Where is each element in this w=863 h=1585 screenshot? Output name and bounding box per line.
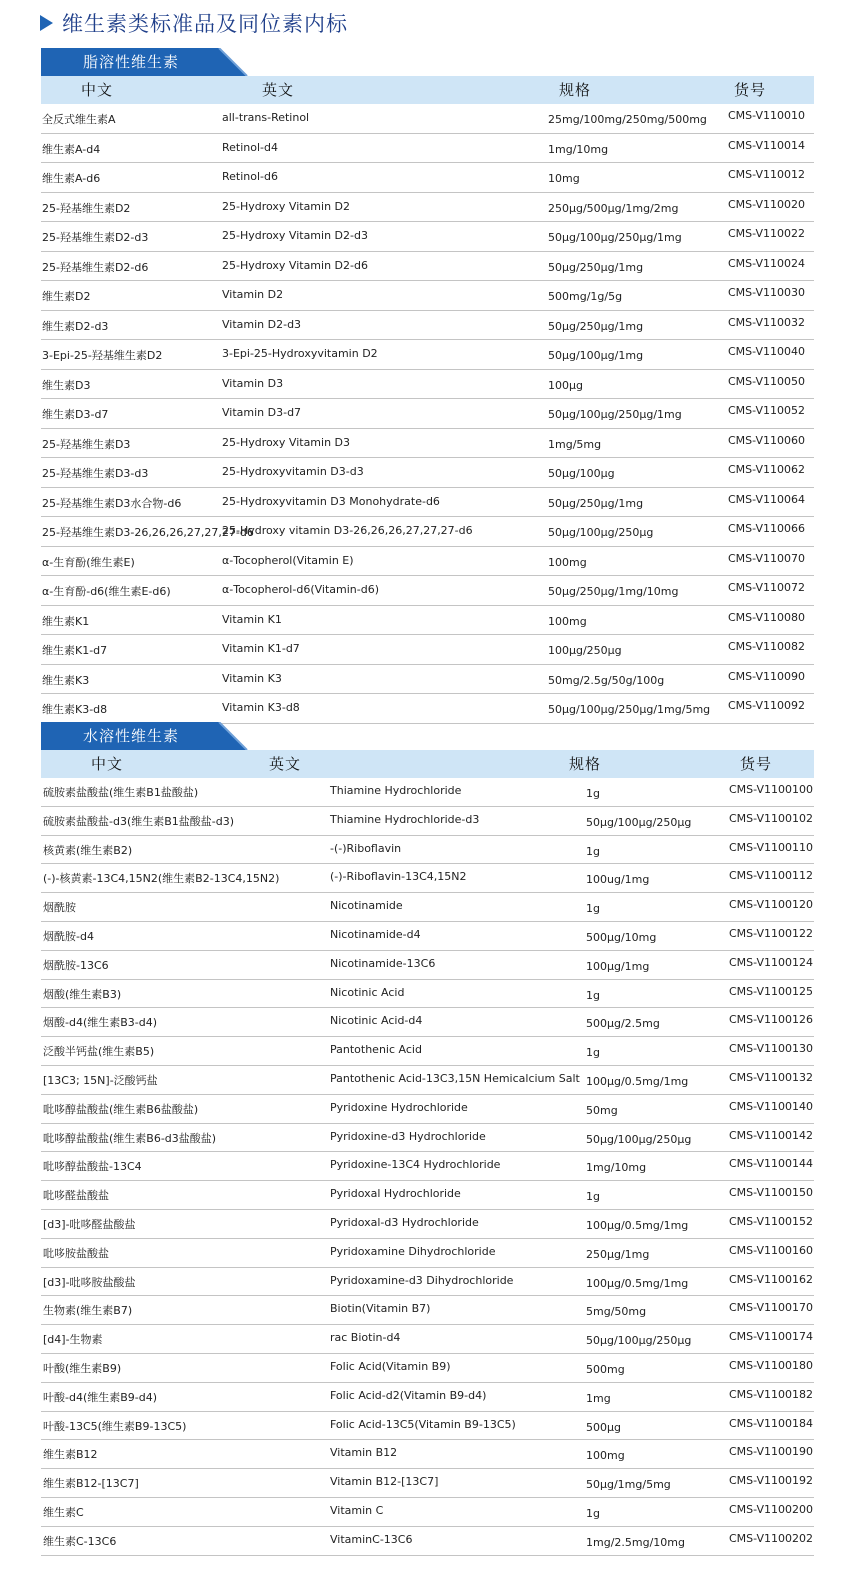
cell-cn: 25-羟基维生素D3-d3	[42, 467, 149, 480]
cell-en: 25-Hydroxy vitamin D3-26,26,26,27,27,27-d6	[222, 524, 473, 537]
cell-cn: 维生素D2-d3	[42, 319, 109, 333]
cell-en: α-Tocopherol-d6(Vitamin-d6)	[222, 583, 379, 596]
cell-cn: 叶酸-13C5(维生素B9-13C5)	[43, 1419, 187, 1433]
table-row	[41, 163, 814, 193]
table-row	[41, 778, 814, 807]
cell-cn: 3-Epi-25-羟基维生素D2	[42, 349, 163, 362]
cell-code: CMS-V110072	[728, 581, 805, 594]
cell-en: Pyridoxal Hydrochloride	[330, 1187, 461, 1201]
cell-cn: 25-羟基维生素D2-d3	[42, 231, 149, 244]
cell-spec: 100μg/1mg	[586, 959, 650, 973]
cell-cn: 吡哆醇盐酸盐-13C4	[43, 1160, 142, 1174]
section-tab	[41, 48, 814, 76]
table-row	[41, 134, 814, 164]
cell-en: Nicotinamide-d4	[330, 927, 421, 941]
cell-cn: 25-羟基维生素D3-26,26,26,27,27,27-d6	[42, 526, 254, 539]
cell-cn: 维生素B12-[13C7]	[43, 1477, 139, 1491]
cell-spec: 1mg/5mg	[548, 437, 602, 451]
cell-cn: 维生素K1-d7	[42, 644, 108, 657]
cell-code: CMS-V110050	[728, 374, 805, 388]
cell-code: CMS-V110090	[728, 669, 805, 683]
cell-code: CMS-V1100182	[729, 1387, 813, 1401]
cell-spec: 1g	[586, 902, 600, 916]
cell-code: CMS-V1100112	[729, 869, 813, 883]
cell-code: CMS-V1100100	[729, 783, 813, 796]
cell-cn: 核黄素(维生素B2)	[43, 843, 133, 857]
cell-code: CMS-V1100140	[729, 1099, 813, 1113]
cell-spec: 50μg/250μg/1mg/10mg	[548, 585, 679, 598]
cell-en: Pyridoxamine Dihydrochloride	[330, 1244, 496, 1258]
cell-cn: α-生育酚(维生素E)	[42, 555, 135, 569]
table-row	[41, 836, 814, 865]
section-tab	[41, 722, 814, 750]
table-row	[41, 1095, 814, 1124]
header-code: 货号	[740, 755, 773, 773]
cell-spec: 500mg/1g/5g	[548, 290, 623, 303]
cell-spec: 10mg	[548, 172, 580, 185]
cell-en: Vitamin D2-d3	[222, 317, 302, 331]
cell-en: Nicotinamide-13C6	[330, 956, 436, 970]
section-fat-soluble	[41, 48, 814, 724]
table-row	[41, 1412, 814, 1441]
cell-en: Vitamin K1-d7	[222, 642, 300, 655]
cell-spec: 5mg/50mg	[586, 1305, 647, 1319]
cell-code: CMS-V1100184	[729, 1416, 813, 1430]
cell-en: Pantothenic Acid-13C3,15N Hemicalcium Salt	[330, 1071, 580, 1085]
table-row	[41, 311, 814, 341]
table-row	[41, 1037, 814, 1066]
header-spec: 规格	[569, 755, 602, 773]
cell-en: 25-Hydroxyvitamin D3 Monohydrate-d6	[222, 494, 440, 508]
cell-en: 25-Hydroxy Vitamin D3	[222, 435, 351, 449]
cell-spec: 50μg/100μg/250μg/1mg	[548, 408, 682, 421]
cell-code: CMS-V110070	[728, 551, 805, 565]
triangle-bullet-icon	[40, 15, 53, 31]
cell-cn: 叶酸(维生素B9)	[43, 1361, 122, 1375]
cell-spec: 50μg/100μg	[548, 467, 615, 480]
table-row	[41, 576, 814, 606]
cell-cn: 烟酸-d4(维生素B3-d4)	[43, 1016, 158, 1030]
table-row	[41, 458, 814, 488]
cell-spec: 50μg/100μg/1mg	[548, 349, 644, 362]
cell-spec: 1g	[586, 1190, 600, 1204]
cell-code: CMS-V1100144	[729, 1157, 813, 1171]
cell-code: CMS-V1100202	[729, 1531, 813, 1545]
cell-en: 3-Epi-25-Hydroxyvitamin D2	[222, 347, 378, 360]
cell-spec: 100μg/250μg	[548, 644, 622, 657]
cell-cn: [d3]-吡哆胺盐酸盐	[43, 1275, 136, 1289]
table-row	[41, 1440, 814, 1469]
table-header	[41, 76, 814, 104]
cell-code: CMS-V1100120	[729, 898, 813, 912]
cell-en: Vitamin D2	[222, 288, 284, 301]
cell-spec: 500μg/2.5mg	[586, 1017, 660, 1031]
table-row	[41, 1469, 814, 1498]
cell-spec: 100μg/0.5mg/1mg	[586, 1218, 689, 1232]
cell-en: Vitamin B12-[13C7]	[330, 1475, 439, 1489]
cell-spec: 250μg/1mg	[586, 1247, 650, 1261]
cell-spec: 25mg/100mg/250mg/500mg	[548, 113, 707, 126]
cell-cn: 生物素(维生素B7)	[43, 1304, 133, 1318]
cell-code: CMS-V110066	[728, 522, 805, 535]
cell-code: CMS-V110022	[728, 227, 805, 240]
cell-code: CMS-V1100130	[729, 1042, 813, 1056]
cell-code: CMS-V1100150	[729, 1186, 813, 1200]
table-row	[41, 399, 814, 429]
page-title-text: 维生素类标准品及同位素内标	[62, 12, 348, 36]
cell-code: CMS-V110040	[728, 345, 805, 358]
cell-code: CMS-V1100190	[729, 1445, 813, 1459]
table-row	[41, 1325, 814, 1354]
table-body	[41, 104, 814, 724]
cell-en: Vitamin K3-d8	[222, 701, 300, 714]
table-row	[41, 252, 814, 282]
table-row	[41, 893, 814, 922]
cell-code: CMS-V1100174	[729, 1330, 813, 1344]
cell-code: CMS-V110014	[728, 138, 805, 152]
cell-en: Nicotinamide	[330, 899, 403, 913]
cell-spec: 50μg/250μg/1mg	[548, 496, 644, 510]
cell-spec: 100mg	[586, 1449, 625, 1463]
cell-en: Folic Acid(Vitamin B9)	[330, 1359, 451, 1373]
cell-code: CMS-V1100200	[729, 1502, 813, 1516]
cell-code: CMS-V1100142	[729, 1128, 813, 1142]
cell-code: CMS-V110082	[728, 640, 805, 653]
cell-code: CMS-V1100110	[729, 840, 813, 854]
cell-cn: (-)-核黄素-13C4,15N2(维生素B2-13C4,15N2)	[43, 872, 280, 886]
table-row	[41, 1498, 814, 1527]
cell-en: rac Biotin-d4	[330, 1331, 401, 1345]
cell-code: CMS-V1100125	[729, 984, 813, 998]
cell-code: CMS-V1100152	[729, 1214, 813, 1228]
cell-code: CMS-V1100160	[729, 1243, 813, 1257]
cell-cn: [13C3; 15N]-泛酸钙盐	[43, 1073, 158, 1087]
page-title	[40, 6, 348, 40]
table-row	[41, 1239, 814, 1268]
cell-spec: 1mg/10mg	[586, 1161, 647, 1175]
cell-spec: 1g	[586, 844, 600, 858]
header-cn: 中文	[81, 81, 114, 99]
cell-cn: 全反式维生素A	[42, 113, 116, 126]
cell-code: CMS-V1100102	[729, 811, 813, 825]
cell-spec: 100ug/1mg	[586, 873, 650, 887]
cell-cn: 硫胺素盐酸盐-d3(维生素B1盐酸盐-d3)	[43, 814, 235, 828]
cell-spec: 50μg/100μg/250μg	[586, 815, 692, 829]
cell-en: all-trans-Retinol	[222, 111, 310, 124]
table-row	[41, 922, 814, 951]
cell-cn: 25-羟基维生素D3水合物-d6	[42, 496, 182, 510]
cell-spec: 1g	[586, 988, 600, 1002]
cell-en: Pyridoxine-13C4 Hydrochloride	[330, 1158, 501, 1172]
cell-spec: 50mg/2.5g/50g/100g	[548, 673, 665, 687]
cell-spec: 1mg/2.5mg/10mg	[586, 1535, 685, 1549]
cell-cn: 维生素C	[43, 1505, 84, 1519]
cell-code: CMS-V110062	[728, 463, 805, 476]
cell-spec: 250μg/500μg/1mg/2mg	[548, 201, 679, 215]
cell-spec: 500μg	[586, 1420, 621, 1434]
table-row	[41, 1066, 814, 1095]
cell-en: Pyridoxine Hydrochloride	[330, 1100, 468, 1114]
cell-en: Pantothenic Acid	[330, 1043, 422, 1057]
table-row	[41, 1268, 814, 1297]
table-row	[41, 1152, 814, 1181]
cell-code: CMS-V110080	[728, 610, 805, 624]
table-row	[41, 694, 814, 724]
table-row	[41, 104, 814, 134]
table-row	[41, 1527, 814, 1556]
cell-en: 25-Hydroxy Vitamin D2-d6	[222, 258, 368, 272]
cell-code: CMS-V1100180	[729, 1358, 813, 1372]
cell-spec: 1g	[586, 1506, 600, 1520]
cell-en: Biotin(Vitamin B7)	[330, 1302, 431, 1316]
cell-spec: 100mg	[548, 555, 587, 569]
cell-cn: 维生素B12	[43, 1448, 98, 1462]
table-row	[41, 1383, 814, 1412]
cell-en: Retinol-d4	[222, 140, 278, 154]
cell-spec: 100μg/0.5mg/1mg	[586, 1074, 689, 1088]
header-en: 英文	[269, 755, 302, 773]
cell-en: (-)-Riboflavin-13C4,15N2	[330, 870, 467, 884]
cell-spec: 1mg	[586, 1391, 611, 1405]
cell-en: Vitamin B12	[330, 1446, 398, 1460]
cell-spec: 50μg/100μg/250μg	[586, 1334, 692, 1348]
cell-cn: 维生素C-13C6	[43, 1534, 117, 1548]
cell-spec: 100μg/0.5mg/1mg	[586, 1276, 689, 1290]
cell-spec: 1mg/10mg	[548, 142, 609, 156]
table-row	[41, 980, 814, 1009]
table-row	[41, 340, 814, 370]
header-code: 货号	[734, 81, 767, 99]
cell-en: Pyridoxamine-d3 Dihydrochloride	[330, 1273, 514, 1287]
cell-en: Folic Acid-d2(Vitamin B9-d4)	[330, 1388, 487, 1402]
table-row	[41, 222, 814, 252]
cell-cn: 维生素K3-d8	[42, 703, 108, 716]
cell-spec: 50μg/100μg/250μg/1mg	[548, 231, 682, 244]
cell-spec: 50μg/100μg/250μg/1mg/5mg	[548, 703, 711, 716]
table-row	[41, 951, 814, 980]
table-row	[41, 370, 814, 400]
cell-en: Vitamin K1	[222, 612, 282, 626]
cell-code: CMS-V110012	[728, 168, 805, 181]
cell-cn: 吡哆胺盐酸盐	[43, 1246, 109, 1260]
cell-spec: 50μg/250μg/1mg	[548, 260, 644, 274]
cell-code: CMS-V110020	[728, 197, 805, 211]
cell-en: -(-)Riboflavin	[330, 841, 402, 855]
cell-cn: 吡哆醛盐酸盐	[43, 1189, 109, 1203]
table-row	[41, 807, 814, 836]
cell-cn: 烟酰胺-d4	[43, 929, 94, 943]
table-row	[41, 193, 814, 223]
cell-code: CMS-V110064	[728, 492, 805, 506]
cell-cn: 维生素D2	[42, 290, 91, 303]
cell-code: CMS-V110032	[728, 315, 805, 329]
cell-code: CMS-V110030	[728, 286, 805, 299]
cell-code: CMS-V1100126	[729, 1013, 813, 1027]
cell-cn: 维生素K1	[42, 614, 90, 628]
cell-spec: 1g	[586, 1046, 600, 1060]
cell-en: Vitamin C	[330, 1503, 384, 1517]
cell-en: Vitamin D3-d7	[222, 406, 302, 419]
cell-cn: 25-羟基维生素D3	[42, 437, 131, 451]
cell-en: 25-Hydroxyvitamin D3-d3	[222, 465, 364, 478]
section-water-soluble	[41, 722, 814, 1556]
cell-code: CMS-V1100124	[729, 955, 813, 969]
cell-spec: 100mg	[548, 614, 587, 628]
table-row	[41, 547, 814, 577]
cell-code: CMS-V1100192	[729, 1474, 813, 1488]
cell-cn: 维生素K3	[42, 673, 90, 687]
table-row	[41, 429, 814, 459]
cell-en: 25-Hydroxy Vitamin D2-d3	[222, 229, 368, 242]
header-en: 英文	[262, 81, 295, 99]
table-row	[41, 517, 814, 547]
cell-en: Nicotinic Acid-d4	[330, 1014, 423, 1028]
table-body	[41, 778, 814, 1556]
cell-code: CMS-V1100162	[729, 1272, 813, 1286]
table-row	[41, 864, 814, 893]
cell-cn: [d4]-生物素	[43, 1333, 103, 1347]
table-row	[41, 488, 814, 518]
table-row	[41, 635, 814, 665]
cell-spec: 500mg	[586, 1362, 625, 1376]
cell-spec: 1g	[586, 787, 600, 800]
table-row	[41, 1181, 814, 1210]
cell-en: VitaminC-13C6	[330, 1532, 413, 1546]
cell-en: Vitamin K3	[222, 671, 282, 685]
cell-code: CMS-V110024	[728, 256, 805, 270]
cell-spec: 50mg	[586, 1103, 618, 1117]
cell-en: Nicotinic Acid	[330, 985, 405, 999]
cell-cn: 维生素D3	[42, 378, 91, 392]
cell-en: Thiamine Hydrochloride-d3	[330, 812, 480, 826]
cell-code: CMS-V1100122	[729, 926, 813, 940]
cell-cn: [d3]-吡哆醛盐酸盐	[43, 1217, 136, 1231]
table-header	[41, 750, 814, 778]
cell-cn: 吡哆醇盐酸盐(维生素B6盐酸盐)	[43, 1102, 199, 1116]
cell-en: Pyridoxal-d3 Hydrochloride	[330, 1215, 479, 1229]
table-row	[41, 1008, 814, 1037]
cell-cn: 硫胺素盐酸盐(维生素B1盐酸盐)	[43, 786, 199, 799]
cell-en: Vitamin D3	[222, 376, 284, 390]
cell-cn: 烟酰胺-13C6	[43, 958, 109, 972]
cell-en: Thiamine Hydrochloride	[330, 784, 462, 797]
cell-cn: 维生素A-d4	[42, 142, 101, 156]
cell-cn: 叶酸-d4(维生素B9-d4)	[43, 1390, 158, 1404]
table-row	[41, 281, 814, 311]
cell-spec: 100μg	[548, 378, 583, 392]
table-row	[41, 1210, 814, 1239]
cell-cn: 泛酸半钙盐(维生素B5)	[43, 1045, 155, 1059]
cell-cn: 维生素D3-d7	[42, 408, 109, 421]
cell-spec: 500μg/10mg	[586, 930, 657, 944]
cell-cn: 25-羟基维生素D2	[42, 201, 131, 215]
cell-spec: 50μg/100μg/250μg	[586, 1132, 692, 1146]
cell-en: α-Tocopherol(Vitamin E)	[222, 553, 354, 567]
table-row	[41, 1124, 814, 1153]
header-cn: 中文	[91, 755, 124, 773]
cell-cn: 烟酰胺	[43, 901, 76, 915]
cell-spec: 50μg/1mg/5mg	[586, 1478, 671, 1492]
cell-cn: 维生素A-d6	[42, 172, 101, 185]
cell-code: CMS-V110060	[728, 433, 805, 447]
cell-code: CMS-V110010	[728, 109, 805, 122]
cell-cn: 烟酸(维生素B3)	[43, 987, 122, 1001]
table-row	[41, 665, 814, 695]
cell-spec: 50μg/250μg/1mg	[548, 319, 644, 333]
header-spec: 规格	[559, 81, 592, 99]
cell-en: 25-Hydroxy Vitamin D2	[222, 199, 351, 213]
cell-cn: α-生育酚-d6(维生素E-d6)	[42, 585, 171, 598]
cell-code: CMS-V1100170	[729, 1301, 813, 1315]
table-row	[41, 606, 814, 636]
cell-cn: 吡哆醇盐酸盐(维生素B6-d3盐酸盐)	[43, 1131, 217, 1145]
cell-en: Retinol-d6	[222, 170, 278, 183]
table-row	[41, 1354, 814, 1383]
cell-spec: 50μg/100μg/250μg	[548, 526, 654, 539]
cell-cn: 25-羟基维生素D2-d6	[42, 260, 149, 274]
cell-en: Pyridoxine-d3 Hydrochloride	[330, 1129, 486, 1143]
cell-code: CMS-V1100132	[729, 1070, 813, 1084]
section-tab-label: 脂溶性维生素	[82, 53, 179, 71]
cell-en: Folic Acid-13C5(Vitamin B9-13C5)	[330, 1417, 516, 1431]
cell-code: CMS-V110092	[728, 699, 805, 712]
cell-code: CMS-V110052	[728, 404, 805, 417]
table-row	[41, 1296, 814, 1325]
section-tab-label: 水溶性维生素	[82, 727, 179, 745]
